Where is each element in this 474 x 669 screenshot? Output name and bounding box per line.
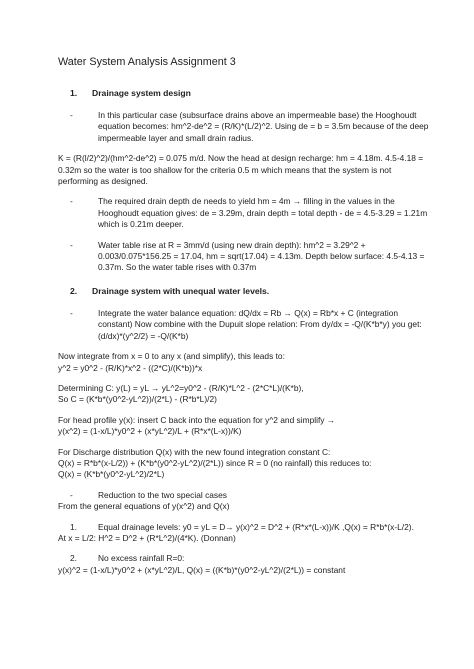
special-case-1-line-2: At x = L/2: H^2 = D^2 + (R*L^2)/(4*K). (Donnan) — [58, 532, 236, 543]
dash-bullet: - — [70, 196, 73, 207]
determining-c-paragraph: Determining C: y(L) = yL → yL^2=y0^2 - (R/K)*L^2 - (2*C*L)/(K*b), — [58, 382, 304, 393]
section-1-item-1 — [58, 110, 430, 144]
dash-bullet: - — [70, 489, 73, 500]
section-1-title: Drainage system design — [92, 88, 191, 98]
k-paragraph: K = (R(l/2)^2)/(hm^2-de^2) = 0.075 m/d. Now the head at design recharge: hm = 4.18m. 4.5-4.18 = 0.32m so the water is too shallow for the criteria 0.5 m which means that the system is not performing as designed. — [58, 153, 424, 187]
section-1-item-2 — [58, 196, 430, 230]
section-2-item-1 — [58, 308, 430, 342]
special-case-2-number: 2. — [70, 553, 77, 564]
general-equations-paragraph: From the general equations of y(x^2) and Q(x) — [58, 501, 230, 512]
head-profile-equation: y(x^2) = (1-x/L)*y0^2 + (x*yL^2)/L + (R*x*(L-x))/K) — [58, 426, 242, 437]
discharge-equation: Q(x) = R*b*(x-L/2)) + (K*b*(y0^2-yL^2)/(2*L)) since R = 0 (no rainfall) this reduces to: — [58, 457, 372, 468]
dash-bullet: - — [70, 110, 73, 120]
section-2-title: Drainage system with unequal water levels. — [92, 285, 270, 296]
special-case-1 — [58, 522, 430, 533]
integrate-equation: y^2 = y0^2 - (R/K)*x^2 - ((2*C)/(K*b))*x — [58, 362, 203, 373]
section-1-item-2-text: The required drain depth de needs to yield hm = 4m → filling in the values in the Hooghoudt equation gives: de = 3.29m, drain depth = total depth - de = 4.5-3.29 = 1.21m which is 0.21m deeper. — [98, 196, 428, 230]
section-2-item-2-text: Reduction to the two special cases — [98, 489, 227, 500]
dash-bullet: - — [70, 239, 73, 250]
document-title: Water System Analysis Assignment 3 — [58, 56, 236, 68]
special-case-2-text: No excess rainfall R=0: — [98, 553, 185, 564]
discharge-equation-reduced: Q(x) = (K*b*(y0^2-yL^2)/2*L) — [58, 469, 165, 480]
dash-bullet: - — [70, 307, 73, 318]
special-case-2-equation: y(x)^2 = (1-x/L)*y0^2 + (x*yL^2)/L, Q(x) = ((K*b)*(y0^2-yL^2)/(2*L)) = constant — [58, 564, 346, 575]
special-case-1-text: Equal drainage levels: y0 = yL = D→ y(x)^2 = D^2 + (R*x*(L-x))/K ,Q(x) = R*b*(x-L/2). — [98, 521, 414, 532]
section-1-item-3-text: Water table rise at R = 3mm/d (using new drain depth): hm^2 = 3.29^2 + 0.003/0.075*156.25 = 17.04, hm = sqrt(17.04) = 4.13m. Depth below surface: 4.5-4.13 = 0.37m. So the water table rises with 0.37m — [98, 239, 425, 273]
special-case-1-number: 1. — [70, 521, 77, 532]
c-equation: So C = (K*b*(y0^2-yL^2))/(2*L) - (R*b*L)/2) — [58, 394, 217, 405]
integrate-paragraph: Now integrate from x = 0 to any x (and simplify), this leads to: — [58, 351, 285, 362]
section-2-item-2 — [58, 490, 430, 501]
discharge-paragraph: For Discharge distribution Q(x) with the new found integration constant C: — [58, 446, 331, 457]
section-1-number: 1. — [70, 88, 78, 98]
section-2-number: 2. — [70, 285, 78, 296]
section-1-item-3 — [58, 240, 430, 274]
section-2-heading — [58, 286, 430, 296]
section-1-heading — [58, 88, 430, 98]
special-case-2 — [58, 553, 430, 564]
head-profile-paragraph: For head profile y(x): insert C back into the equation for y^2 and simplify → — [58, 414, 336, 425]
section-2-item-1-text: Integrate the water balance equation: dQ/dx = Rb → Q(x) = Rb*x + C (integration constant) Now combine with the Dupuit slope relation: From dy/dx = -Q/(K*b*y) you get: (d/dx)*(y^2/2) = -Q/(K*b) — [98, 307, 422, 341]
section-1-item-1-text: In this particular case (subsurface drains above an impermeable base) the Hooghoudt equation becomes: hm^2-de^2 = (R/K)*(L/2)^2. Using de = b = 3.5m because of the deep impermeable layer and small drain radius. — [98, 110, 429, 143]
